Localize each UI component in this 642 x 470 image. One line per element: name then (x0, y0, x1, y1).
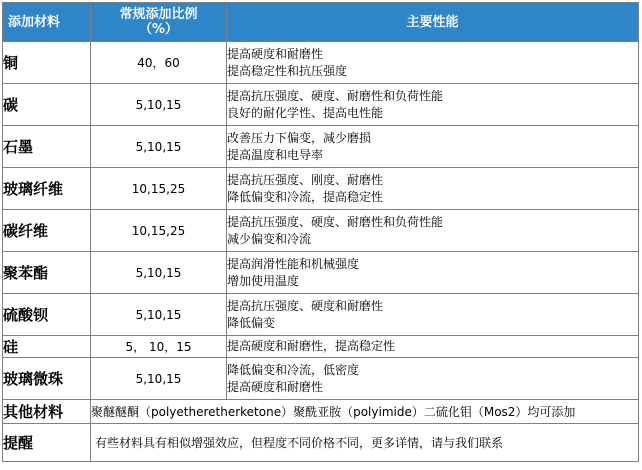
table-row (3, 84, 639, 126)
performance-cell (227, 42, 639, 84)
material-cell: 玻璃微珠 (3, 358, 91, 400)
performance-line: 降低偏变和冷流，低密度 (227, 362, 360, 377)
performance-line: 增加使用温度 (227, 273, 300, 288)
material-cell: 聚苯酯 (3, 252, 91, 294)
performance-line: 提高抗压强度、刚度、耐磨性 (227, 172, 384, 187)
performance-line: 减少偏变和冷流 (227, 231, 312, 246)
material-cell: 碳纤维 (3, 210, 91, 252)
table-row (3, 168, 639, 210)
table-row (3, 336, 639, 358)
ratio-cell: 5， 10，15 (91, 336, 227, 358)
material-cell: 玻璃纤维 (3, 168, 91, 210)
ratio-cell: 40，60 (91, 42, 227, 84)
header-ratio-line1: 常规添加比例 (119, 7, 198, 22)
performance-line: 良好的耐化学性、提高电性能 (227, 105, 384, 120)
material-cell: 铜 (3, 42, 91, 84)
table-row (3, 210, 639, 252)
performance-line: 改善压力下偏变，减少磨损 (227, 130, 372, 145)
material-cell: 碳 (3, 84, 91, 126)
performance-line: 降低偏变和冷流，提高稳定性 (227, 189, 384, 204)
performance-cell (227, 126, 639, 168)
performance-line: 提高硬度和耐磨性 (227, 46, 324, 61)
ratio-cell: 5,10,15 (91, 358, 227, 400)
other-materials-row (3, 400, 639, 424)
header-performance: 主要性能 (227, 3, 639, 42)
performance-line: 提高抗压强度、硬度、耐磨性和负荷性能 (227, 88, 444, 103)
performance-cell (227, 336, 639, 358)
performance-line: 提高抗压强度、硬度和耐磨性 (227, 298, 384, 313)
ratio-cell: 5,10,15 (91, 84, 227, 126)
table-header-row (3, 3, 639, 42)
other-materials-label: 其他材料 (3, 400, 91, 424)
performance-line: 降低偏变 (227, 315, 276, 330)
ratio-cell: 5,10,15 (91, 294, 227, 336)
header-ratio (91, 3, 227, 42)
table-row (3, 126, 639, 168)
table-row (3, 42, 639, 84)
ratio-cell: 5,10,15 (91, 126, 227, 168)
performance-line: 提高抗压强度、硬度、耐磨性和负荷性能 (227, 214, 444, 229)
performance-line: 提高润滑性能和机械强度 (227, 256, 360, 271)
table-row (3, 294, 639, 336)
other-materials-text: 聚醚醚酮（polyetheretherketone）聚酰亚胺（polyimide）二硫化钼（Mos2）均可添加 (91, 400, 639, 424)
table-row (3, 252, 639, 294)
performance-cell (227, 294, 639, 336)
additive-materials-table (2, 2, 639, 462)
ratio-cell: 10,15,25 (91, 210, 227, 252)
table-row (3, 358, 639, 400)
performance-line: 提高硬度和耐磨性，提高稳定性 (227, 339, 396, 353)
performance-line: 提高硬度和耐磨性 (227, 379, 324, 394)
performance-line: 提高稳定性和抗压强度 (227, 63, 348, 78)
header-material: 添加材料 (3, 3, 91, 42)
reminder-text: 有些材料具有相似增强效应，但程度不同价格不同，更多详情，请与我们联系 (91, 424, 639, 462)
header-ratio-line2: （%） (138, 22, 179, 37)
performance-cell (227, 210, 639, 252)
performance-cell (227, 358, 639, 400)
ratio-cell: 10,15,25 (91, 168, 227, 210)
material-cell: 硅 (3, 336, 91, 358)
reminder-row (3, 424, 639, 462)
performance-cell (227, 252, 639, 294)
performance-line: 提高温度和电导率 (227, 147, 324, 162)
reminder-label: 提醒 (3, 424, 91, 462)
ratio-cell: 5,10,15 (91, 252, 227, 294)
performance-cell (227, 84, 639, 126)
material-cell: 石墨 (3, 126, 91, 168)
material-cell: 硫酸钡 (3, 294, 91, 336)
performance-cell (227, 168, 639, 210)
